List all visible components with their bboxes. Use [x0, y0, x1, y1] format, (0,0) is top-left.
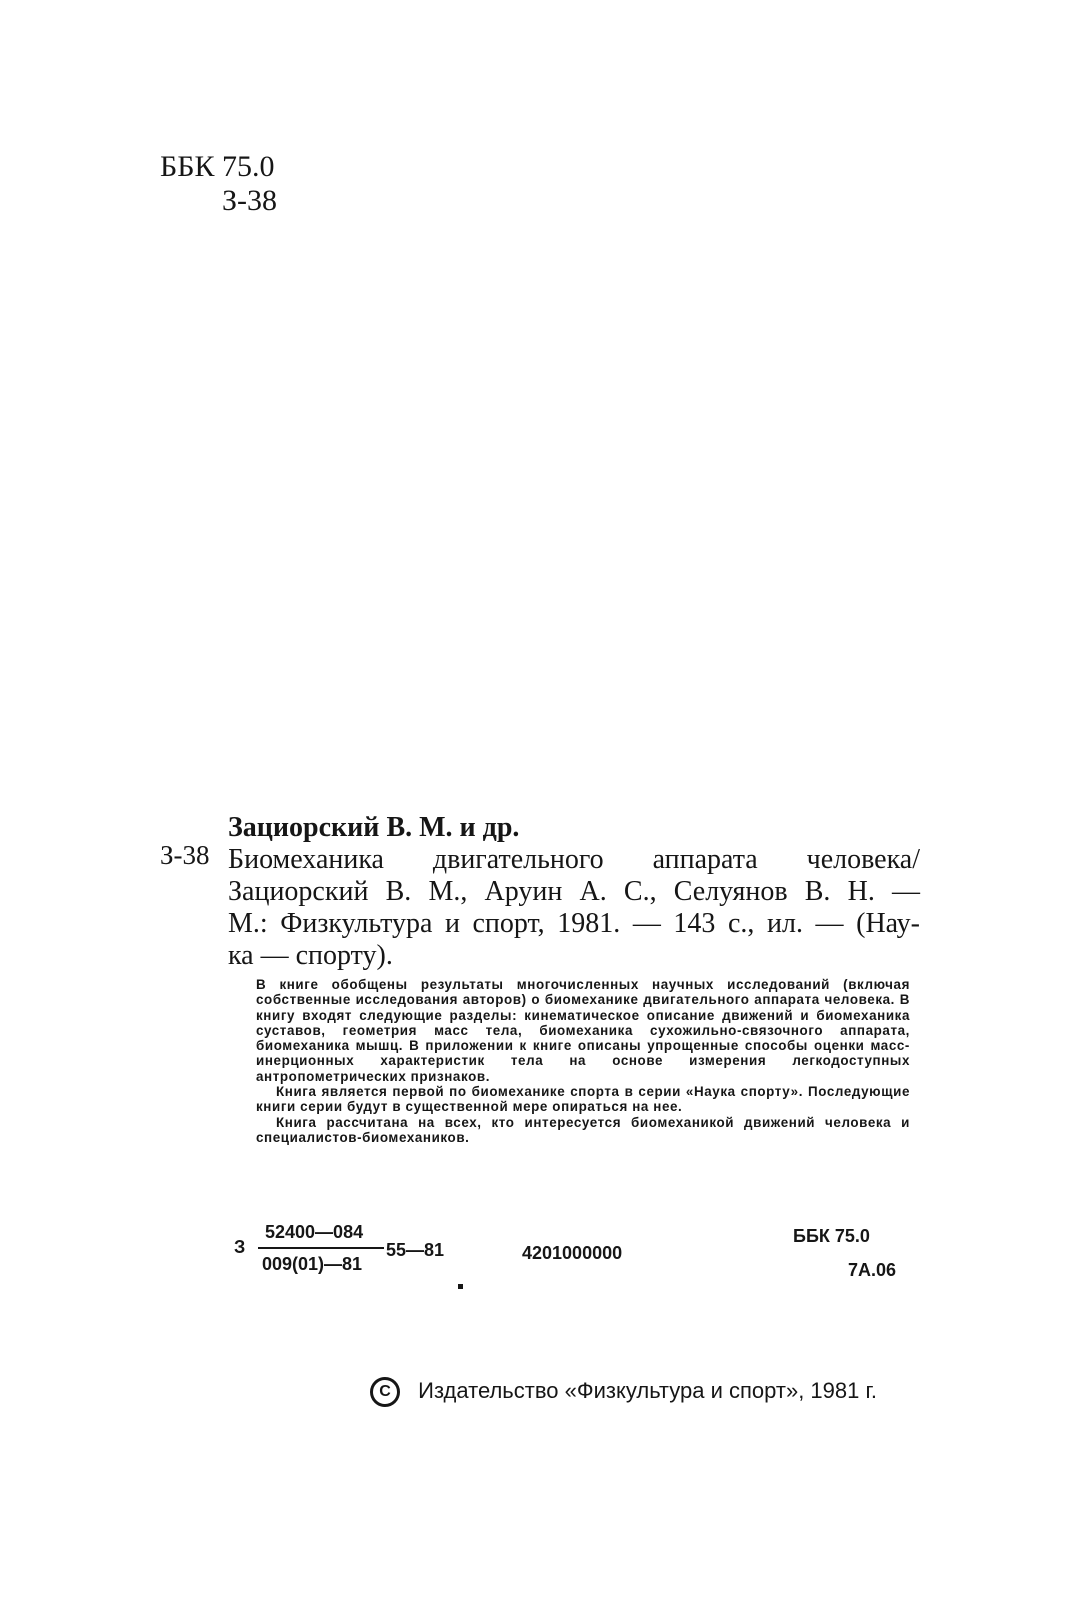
- top-classification: [160, 150, 277, 218]
- catalog-card: [228, 812, 928, 972]
- index-letter: З: [234, 1237, 246, 1257]
- card-heading: Зациорский В. М. и др.: [228, 812, 520, 843]
- print-dot: [458, 1284, 463, 1289]
- index-denominator: 009(01)—81: [262, 1254, 363, 1274]
- card-author-mark: З-38: [160, 840, 210, 870]
- copyright-icon: C: [370, 1377, 400, 1407]
- card-line: М.: Физкультура и спорт, 1981. — 143 с., ил. — (Нау-: [228, 908, 920, 939]
- card-line: Биомеханика двигательного аппарата человека/: [228, 844, 920, 875]
- copyright: [370, 1377, 877, 1407]
- annotation-paragraph: Книга является первой по биомеханике спорта в серии «Наука спорту». Последующие книги серии будут в существенной мере опираться на нее.: [256, 1084, 910, 1115]
- index-bbk-sub: 7А.06: [848, 1260, 897, 1280]
- copyright-text: Издательство «Физкультура и спорт», 1981 г.: [418, 1377, 877, 1403]
- annotation-paragraph: В книге обобщены результаты многочисленных научных исследований (включая собственные исследования авторов) о биомеханике двигательного аппарата человека. В книгу входят следующие разделы: кинематическое описание движений и биомеханика суставов, геометрия масс тела, биомеханика сухожильно-связочного аппарата, биомеханика мышц. В приложении к книге описаны упрощенные способы оценки масс-инерционных характеристик тела на основе измерения легкодоступных антропометрических признаков.: [256, 977, 910, 1084]
- bbk-index: ББК 75.0: [160, 150, 275, 183]
- author-mark: З-38: [222, 184, 278, 217]
- index-bbk: ББК 75.0: [793, 1226, 870, 1246]
- index-numerator: 52400—084: [265, 1222, 364, 1242]
- annotation-paragraph: Книга рассчитана на всех, кто интересуется биомеханикой движений человека и специалистов-биомехаников.: [256, 1114, 910, 1145]
- card-line: Зациорский В. М., Аруин А. С., Селуянов В. Н. —: [228, 876, 920, 907]
- card-line: ка — спорту).: [228, 940, 393, 971]
- annotation: [256, 977, 910, 1145]
- fraction-line: [258, 1247, 384, 1249]
- index-order: 55—81: [386, 1240, 445, 1260]
- index-code: 4201000000: [522, 1243, 623, 1263]
